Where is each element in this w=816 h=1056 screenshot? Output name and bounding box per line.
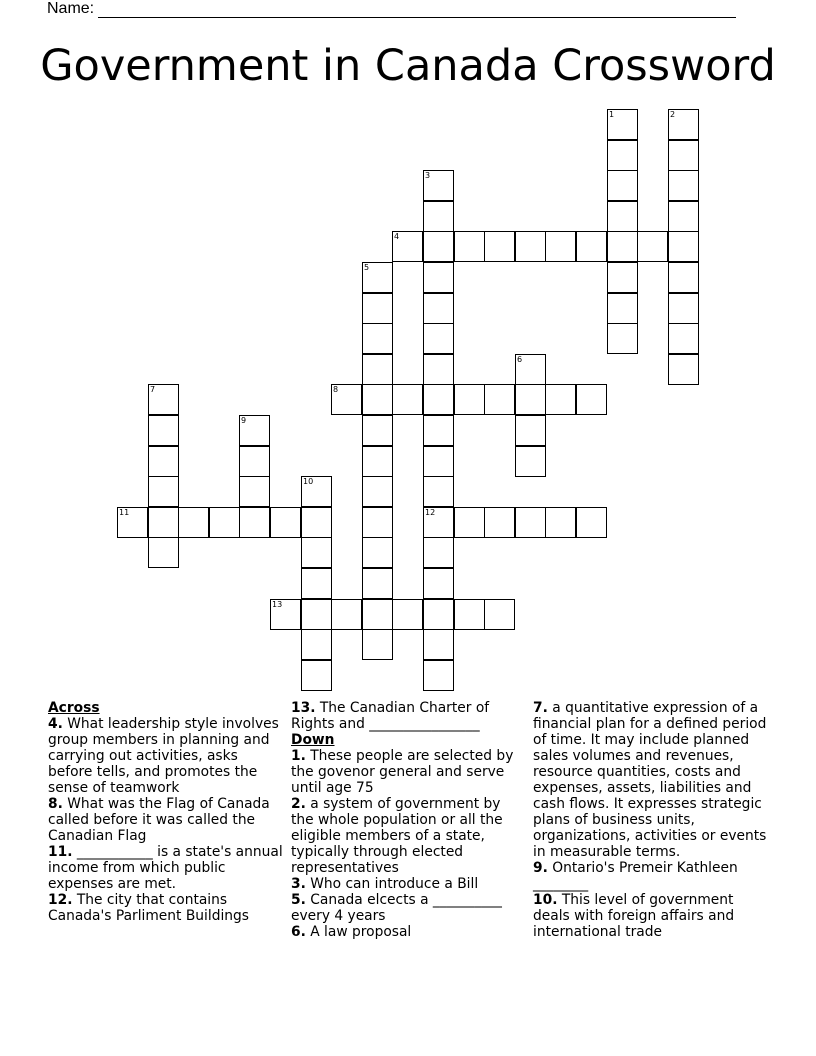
grid-cell — [423, 323, 454, 354]
grid-cell — [423, 262, 454, 293]
grid-cell — [637, 231, 668, 262]
grid-cell — [148, 537, 179, 568]
grid-cell — [423, 537, 454, 568]
grid-cell — [607, 262, 638, 293]
grid-cell — [607, 140, 638, 171]
clue-across-4: 4. What leadership style involves group members in planning and carrying out activities, asks before tells, and promotes the sense of teamwork — [48, 716, 279, 796]
grid-cell — [362, 599, 393, 630]
grid-cell — [148, 384, 179, 415]
grid-cell — [362, 262, 393, 293]
grid-cell — [117, 507, 148, 538]
clue-across-12: 12. The city that contains Canada's Parliment Buildings — [48, 892, 249, 924]
grid-cell — [423, 476, 454, 507]
name-label: Name: — [47, 0, 95, 17]
grid-cell — [331, 599, 362, 630]
grid-cell — [148, 476, 179, 507]
grid-cell — [301, 507, 332, 538]
clue-number: 5 — [364, 263, 370, 272]
grid-cell — [423, 384, 454, 415]
grid-cell — [301, 537, 332, 568]
grid-cell — [545, 384, 576, 415]
grid-cell — [423, 568, 454, 599]
clue-number: 4 — [394, 232, 400, 241]
grid-cell — [484, 599, 515, 630]
page-title: Government in Canada Crossword — [40, 41, 776, 91]
grid-cell — [362, 323, 393, 354]
grid-cell — [362, 568, 393, 599]
grid-cell — [362, 537, 393, 568]
grid-cell — [454, 231, 485, 262]
clue-down-1: 1. These people are selected by the govenor general and serve until age 75 — [291, 748, 514, 796]
grid-cell — [545, 507, 576, 538]
grid-cell — [423, 293, 454, 324]
grid-cell — [239, 446, 270, 477]
grid-cell — [301, 599, 332, 630]
grid-cell — [454, 384, 485, 415]
grid-cell — [209, 507, 240, 538]
clue-down-9: 9. Ontario's Premeir Kathleen ________ — [533, 860, 738, 892]
grid-cell — [515, 446, 546, 477]
grid-cell — [668, 323, 699, 354]
grid-cell — [423, 354, 454, 385]
grid-cell — [362, 354, 393, 385]
clue-down-7: 7. a quantitative expression of a financial plan for a defined period of time. It may include planned sales volumes and revenues, resource quantities, costs and expenses, assets, liabilities and cash flows. It expresses strategic plans of business units, organizations, activities or events in measurable terms. — [533, 700, 767, 860]
clue-number: 7 — [150, 385, 156, 394]
clue-number: 1 — [609, 110, 615, 119]
clue-across-11: 11. ___________ is a state's annual income from which public expenses are met. — [48, 844, 283, 892]
clue-number: 3 — [425, 171, 431, 180]
grid-cell — [607, 231, 638, 262]
clue-number: 11 — [119, 508, 130, 517]
grid-cell — [331, 384, 362, 415]
grid-cell — [362, 629, 393, 660]
grid-cell — [668, 140, 699, 171]
grid-cell — [148, 446, 179, 477]
grid-cell — [362, 507, 393, 538]
grid-cell — [423, 629, 454, 660]
clue-down-6: 6. A law proposal — [291, 924, 412, 940]
grid-cell — [423, 170, 454, 201]
grid-cell — [362, 446, 393, 477]
grid-cell — [607, 170, 638, 201]
grid-cell — [668, 201, 699, 232]
grid-cell — [668, 231, 699, 262]
grid-cell — [301, 660, 332, 691]
grid-cell — [454, 599, 485, 630]
grid-cell — [423, 231, 454, 262]
grid-cell — [423, 446, 454, 477]
grid-cell — [576, 231, 607, 262]
grid-cell — [392, 231, 423, 262]
grid-cell — [239, 476, 270, 507]
grid-cell — [301, 629, 332, 660]
clues-column-3 — [533, 700, 769, 940]
grid-cell — [484, 384, 515, 415]
grid-cell — [484, 231, 515, 262]
grid-cell — [178, 507, 209, 538]
grid-cell — [423, 599, 454, 630]
grid-cell — [668, 262, 699, 293]
grid-cell — [148, 507, 179, 538]
grid-cell — [301, 476, 332, 507]
grid-cell — [607, 323, 638, 354]
down-heading: Down — [291, 732, 335, 748]
grid-cell — [423, 415, 454, 446]
grid-cell — [362, 476, 393, 507]
grid-cell — [668, 293, 699, 324]
grid-cell — [392, 599, 423, 630]
grid-cell — [515, 415, 546, 446]
clue-across-8: 8. What was the Flag of Canada called before it was called the Canadian Flag — [48, 796, 270, 844]
clue-down-2: 2. a system of government by the whole population or all the eligible members of a state, typically through elected representatives — [291, 796, 503, 876]
grid-cell — [668, 109, 699, 140]
grid-cell — [668, 170, 699, 201]
grid-cell — [301, 568, 332, 599]
clue-number: 10 — [303, 477, 314, 486]
grid-cell — [515, 354, 546, 385]
clues-column-1 — [48, 700, 284, 924]
clue-down-5: 5. Canada elcects a __________ every 4 years — [291, 892, 502, 924]
grid-cell — [148, 415, 179, 446]
grid-cell — [607, 109, 638, 140]
clue-number: 9 — [241, 416, 247, 425]
clues-column-2 — [291, 700, 527, 940]
grid-cell — [576, 507, 607, 538]
grid-cell — [362, 415, 393, 446]
clue-across-13: 13. The Canadian Charter of Rights and ________________ — [291, 700, 490, 732]
grid-cell — [270, 507, 301, 538]
clue-number: 6 — [517, 355, 523, 364]
grid-cell — [607, 293, 638, 324]
grid-cell — [545, 231, 576, 262]
grid-cell — [362, 293, 393, 324]
grid-cell — [607, 201, 638, 232]
grid-cell — [423, 507, 454, 538]
grid-cell — [576, 384, 607, 415]
clue-down-10: 10. This level of government deals with foreign affairs and international trade — [533, 892, 735, 940]
grid-cell — [362, 384, 393, 415]
grid-cell — [392, 384, 423, 415]
grid-cell — [515, 384, 546, 415]
grid-cell — [423, 660, 454, 691]
clue-number: 13 — [272, 600, 283, 609]
grid-cell — [423, 201, 454, 232]
clue-down-3: 3. Who can introduce a Bill — [291, 876, 479, 892]
grid-cell — [239, 507, 270, 538]
clue-number: 8 — [333, 385, 339, 394]
grid-cell — [239, 415, 270, 446]
grid-cell — [454, 507, 485, 538]
across-heading: Across — [48, 700, 100, 716]
grid-cell — [668, 354, 699, 385]
grid-cell — [484, 507, 515, 538]
grid-cell — [515, 231, 546, 262]
clue-number: 12 — [425, 508, 436, 517]
grid-cell — [515, 507, 546, 538]
grid-cell — [270, 599, 301, 630]
clue-number: 2 — [670, 110, 676, 119]
